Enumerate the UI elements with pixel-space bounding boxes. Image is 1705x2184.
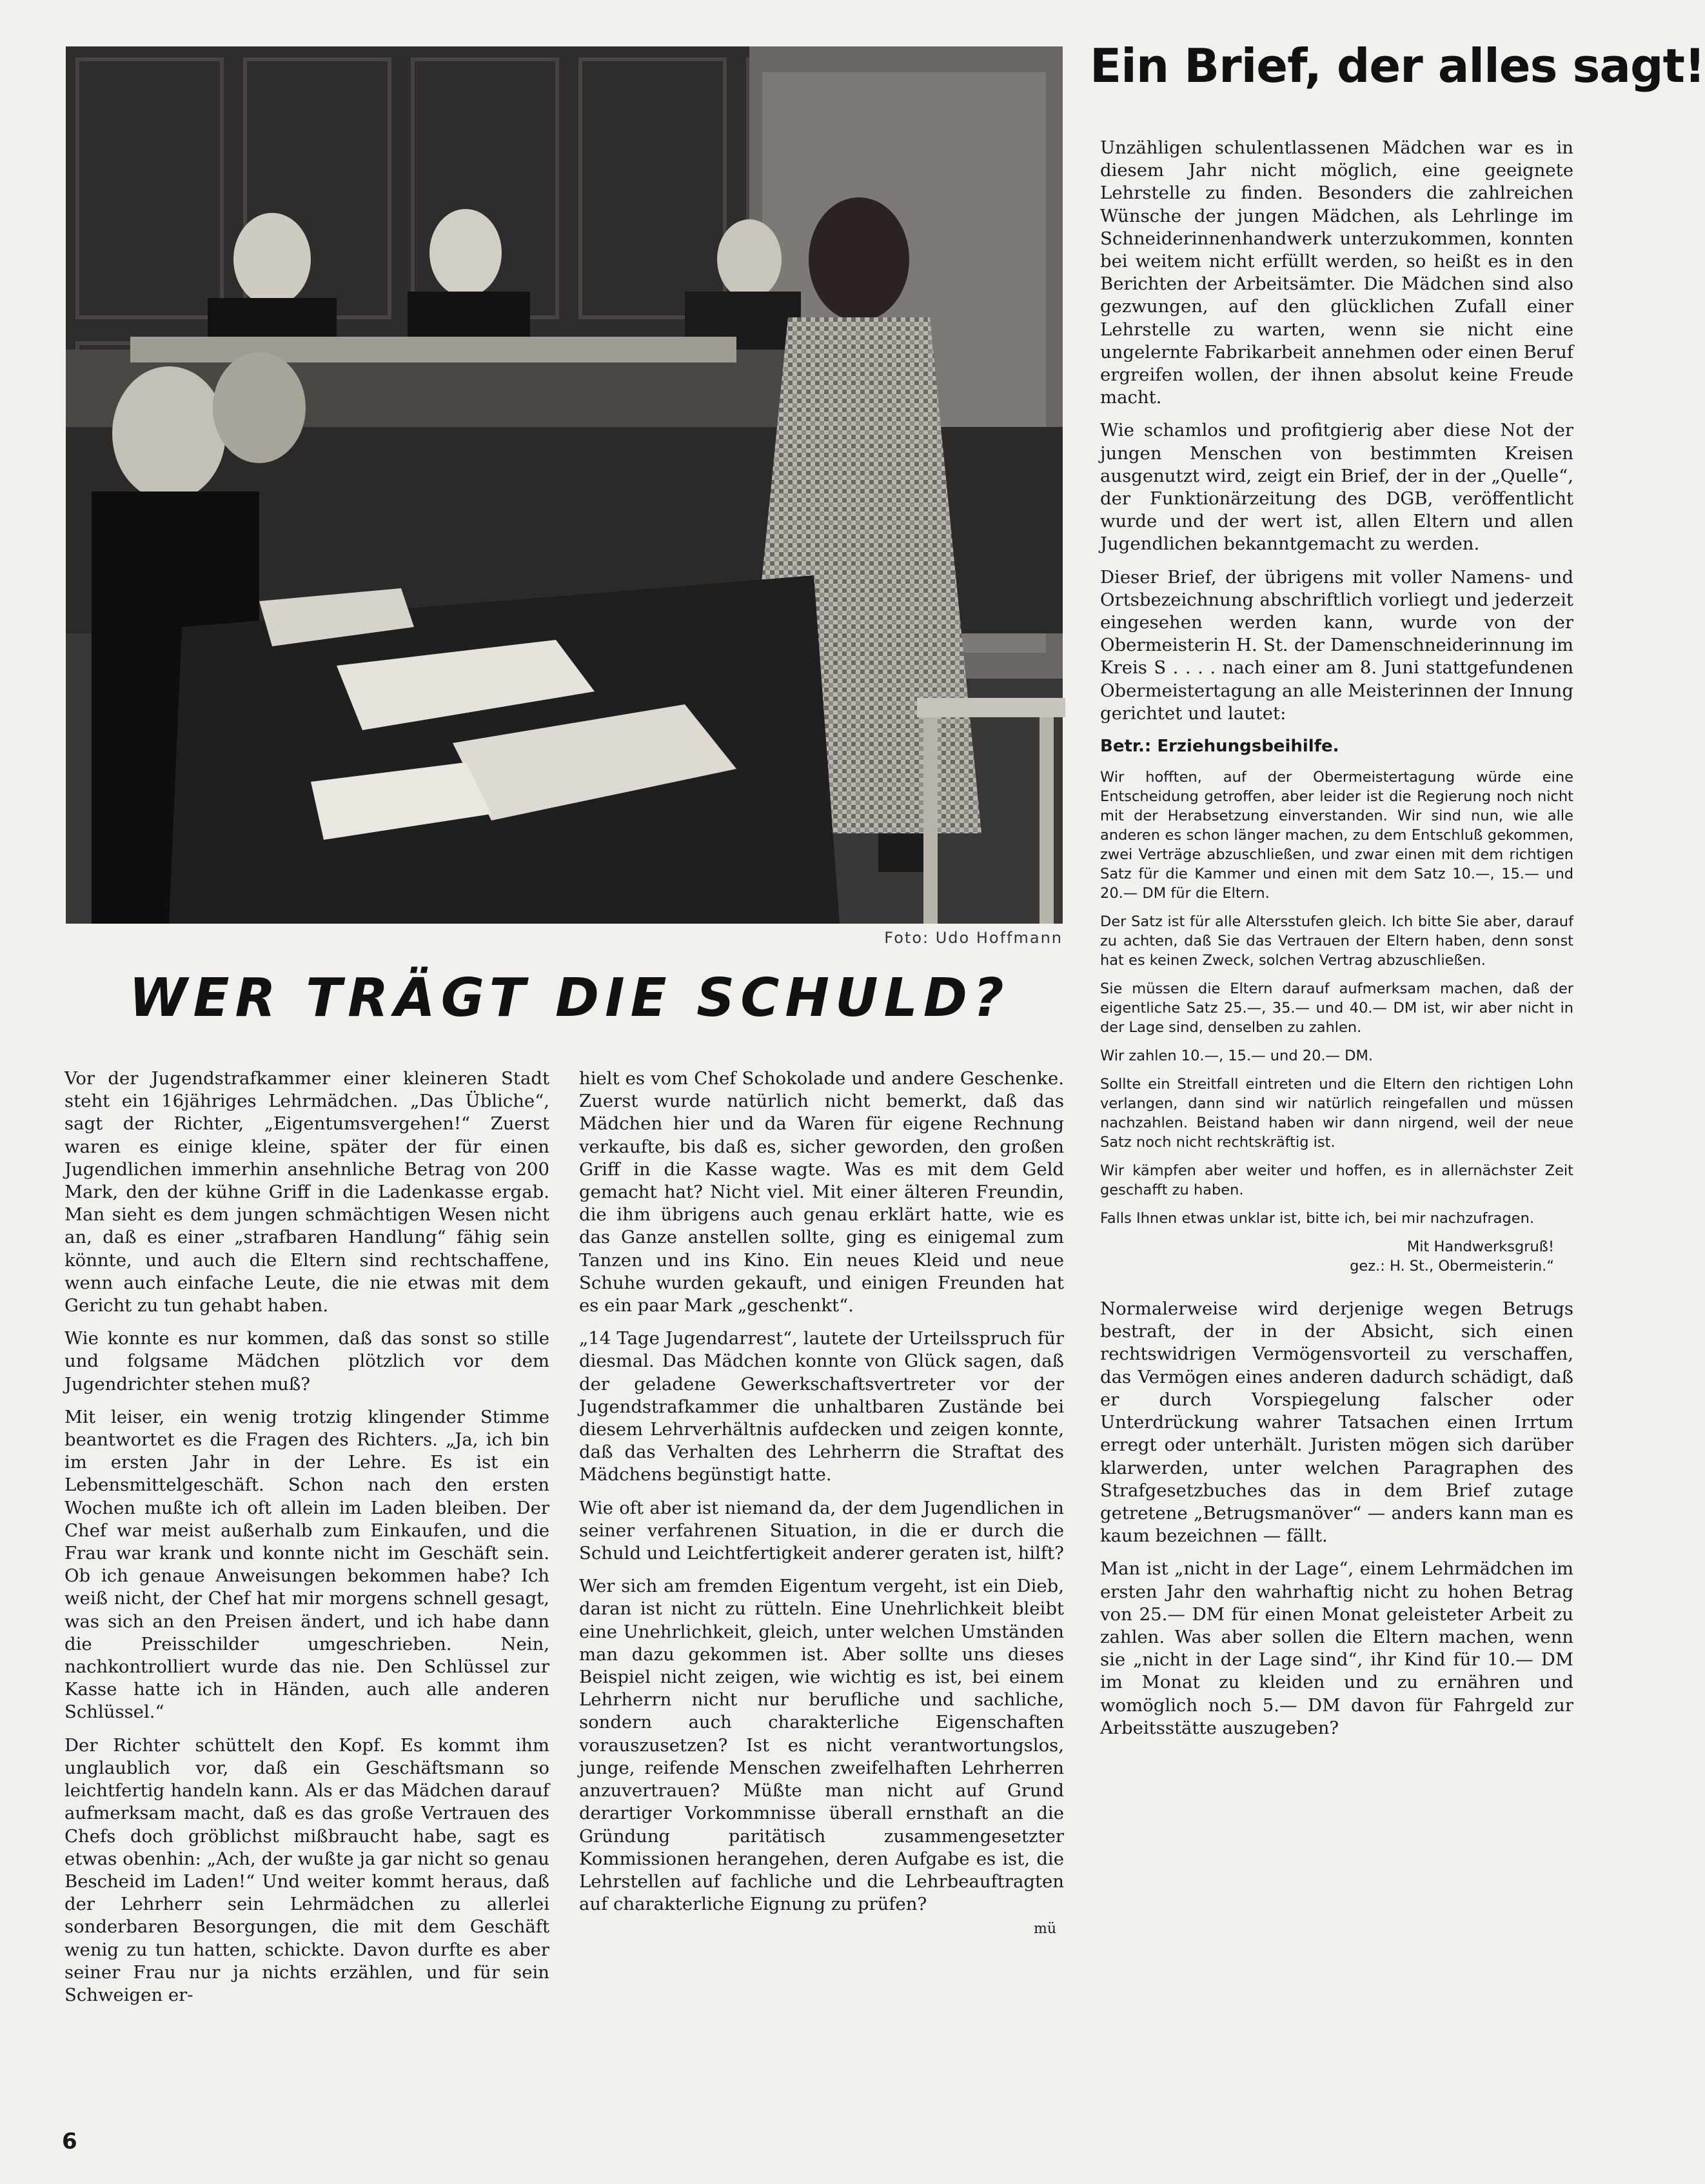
sidebar-paragraph: Wie schamlos und profitgierig aber diese Not der jungen Menschen von bestimmten Kreisen ausgenutzt wird, zeigt ein Brief, der in der „Quelle“, der Funktionärzeitung des DGB, veröffentlicht wurde und der wert ist, allen Eltern und allen Jugendlichen bekanntgemacht zu werden. bbox=[1100, 420, 1573, 555]
letter-paragraph: Sie müssen die Eltern darauf aufmerksam machen, daß der eigentliche Satz 25.—, 35.— und 40.— DM ist, wir aber nicht in der Lage sind, denselben zu zahlen. bbox=[1100, 980, 1573, 1037]
letter-paragraph: Wir zahlen 10.—, 15.— und 20.— DM. bbox=[1100, 1047, 1374, 1065]
courtroom-photo-drawing bbox=[66, 46, 1063, 924]
sidebar-paragraph: Normalerweise wird derjenige wegen Betrugs bestraft, der in der Absicht, sich einen rechtswidrigen Vermögensvorteil zu verschaffen, das Vermögen eines anderen dadurch schädigt, daß er durch Vorspiegelung falscher oder Unterdrückung wahrer Tatsachen einen Irrtum erregt oder unterhält. Juristen mögen sich darüber klarwerden, unter welchen Paragraphen des Strafgesetzbuches das in dem Brief zutage getretene „Betrugsmanöver“ — anders kann man es kaum bezeichnen — fällt. bbox=[1100, 1298, 1573, 1547]
sidebar-paragraph: Man ist „nicht in der Lage“, einem Lehrmädchen im ersten Jahr den wahrhaftig nicht zu hohen Betrag von 25.— DM für einen Monat geleisteter Arbeit zu zahlen. Was aber sollen die Eltern machen, wenn sie „nicht in der Lage sind“, ihr Kind für 10.— DM im Monat zu kleiden und zu ernähren und womöglich noch 5.— DM davon für Fahrgeld zur Arbeitsstätte auszugeben? bbox=[1100, 1558, 1573, 1738]
sidebar-title: Ein Brief, der alles sagt! bbox=[1090, 39, 1705, 93]
page-number: 6 bbox=[62, 2129, 77, 2154]
letter-subject: Betr.: Erziehungsbeihilfe. bbox=[1100, 737, 1339, 757]
letter-paragraph: Falls Ihnen etwas unklar ist, bitte ich, bei mir nachzufragen. bbox=[1100, 1210, 1534, 1227]
letter-paragraph: Wir kämpfen aber weiter und hoffen, es in allernächster Zeit geschafft zu haben. bbox=[1100, 1162, 1573, 1199]
courtroom-photo bbox=[66, 46, 1063, 924]
article-paragraph: Wer sich am fremden Eigentum vergeht, ist ein Dieb, daran ist nicht zu rütteln. Eine Unehrlichkeit bleibt eine Unehrlichkeit, gleich, unter welchen Umständen man dazu gekommen ist. Aber sollte uns dieses Beispiel nicht zeigen, wie wichtig es ist, bei einem Lehrherrn nicht nur berufliche und sachliche, sondern auch charakterliche Eigenschaften vorauszusetzen? Ist es nicht verantwortungslos, junge, reifende Menschen zweifelhaften Lehrherren anzuvertrauen? Müßte man nicht auf Grund derartiger Vorkommnisse überall ernsthaft an die Gründung paritätisch zusammengesetzter Kommissionen herangehen, deren Aufgabe es ist, die Lehrstellen auf fachliche und die Lehrbeauftragten auf charakterliche Eignung zu prüfen? bbox=[579, 1576, 1064, 1915]
letter-greeting: Mit Handwerksgruß! bbox=[1406, 1238, 1554, 1256]
author-initials: mü bbox=[1033, 1921, 1056, 1938]
sidebar-column bbox=[1100, 137, 1573, 1750]
article-paragraph: Wie konnte es nur kommen, daß das sonst so stille und folgsame Mädchen plötzlich vor dem Jugendrichter stehen muß? bbox=[64, 1328, 549, 1395]
article-column-2 bbox=[579, 1067, 1064, 1937]
photo-credit: Foto: Udo Hoffmann bbox=[884, 929, 1063, 947]
article-paragraph: „14 Tage Jugendarrest“, lautete der Urteilsspruch für diesmal. Das Mädchen konnte von Glück sagen, daß der geladene Gewerkschaftsvertreter vor der Jugendstrafkammer die unhaltbaren Zustände bei diesem Lehrverhältnis aufdecken und zeigen konnte, daß das Verhalten des Lehrherrn die Straftat des Mädchens begünstigt hatte. bbox=[579, 1328, 1064, 1485]
article-paragraph: Mit leiser, ein wenig trotzig klingender Stimme beantwortet es die Fragen des Richters. „Ja, ich bin im ersten Jahr in der Lehre. Es ist ein Lebensmittelgeschäft. Schon nach den ersten Wochen mußte ich oft allein im Laden bleiben. Der Chef war meist außerhalb zum Einkaufen, und die Frau war krank und konnte nicht im Geschäft sein. Ob ich genaue Anweisungen bekommen habe? Ich weiß nicht, der Chef hat mir morgens schnell gesagt, was sich an den Preisen ändert, und ich habe dann die Preisschilder umgeschrieben. Nein, nachkontrolliert wurde das nie. Den Schlüssel zur Kasse hatte ich in Händen, auch alle anderen Schlüssel.“ bbox=[64, 1406, 549, 1723]
letter-paragraph: Wir hofften, auf der Obermeistertagung würde eine Entscheidung getroffen, aber leider ist die Regierung noch nicht mit der Herabsetzung einverstanden. Wir sind nun, wie alle anderen es schon länger machen, zu dem Entschluß gekommen, zwei Verträge abzuschließen, und zwar einen mit dem richtigen Satz für die Kammer und einen mit dem Satz 10.—, 15.— und 20.— DM für die Eltern. bbox=[1100, 769, 1573, 902]
letter-signature: gez.: H. St., Obermeisterin.“ bbox=[1350, 1258, 1554, 1275]
article-column-1 bbox=[64, 1067, 549, 2017]
article-paragraph: hielt es vom Chef Schokolade und andere Geschenke. Zuerst wurde natürlich nicht bemerkt, daß das Mädchen hier und da Waren für eigene Rechnung verkaufte, bis daß es, sicher geworden, den großen Griff in die Kasse wagte. Was es mit dem Geld gemacht hat? Nicht viel. Mit einer älteren Freundin, die ihm übrigens auch genau erklärt hatte, wie es das Ganze anstellen sollte, ging es einigemal zum Tanzen und ins Kino. Ein neues Kleid und neue Schuhe wurden gekauft, und einigen Freunden hat es ein paar Mark „geschenkt“. bbox=[579, 1068, 1064, 1316]
sidebar-paragraph: Unzähligen schulentlassenen Mädchen war es in diesem Jahr nicht möglich, eine geeignete Lehrstelle zu finden. Besonders die zahlreichen Wünsche der jungen Mädchen, als Lehrlinge im Schneiderinnenhandwerk unterzukommen, konnten bei weitem nicht erfüllt werden, so heißt es in den Berichten der Arbeitsämter. Die Mädchen sind also gezwungen, auf den glücklichen Zufall einer Lehrstelle zu warten, wenn sie nicht eine ungelernte Fabrikarbeit annehmen oder einen Beruf ergreifen wollen, der ihnen absolut keine Freude macht. bbox=[1100, 137, 1573, 408]
article-paragraph: Der Richter schüttelt den Kopf. Es kommt ihm unglaublich vor, daß ein Geschäftsmann so leichtfertig handeln kann. Als er das Mädchen darauf aufmerksam macht, daß es das große Vertrauen des Chefs doch gröblichst mißbraucht habe, sagt es etwas obenhin: „Ach, der wußte ja gar nicht so genau Bescheid im Laden!“ Und weiter kommt heraus, daß der Lehrherr sein Lehrmädchen zu allerlei sonderbaren Besorgungen, die mit dem Geschäft wenig zu tun hatten, schickte. Davon durfte es aber seiner Frau nur ja nichts erzählen, und für sein Schweigen er- bbox=[64, 1734, 549, 2005]
letter-paragraph: Sollte ein Streitfall eintreten und die Eltern den richtigen Lohn verlangen, dann sind wir natürlich reingefallen und müssen nachzahlen. Beistand haben wir dann nirgend, weil der neue Satz noch nicht rechtskräftig ist. bbox=[1100, 1076, 1573, 1151]
quoted-letter bbox=[1100, 737, 1573, 1276]
article-paragraph: Vor der Jugendstrafkammer einer kleineren Stadt steht ein 16jähriges Lehrmädchen. „Das Übliche“, sagt der Richter, „Eigentumsvergehen!“ Zuerst waren es einige kleine, später der für einen Jugendlichen immerhin ansehnliche Betrag von 200 Mark, den der kühne Griff in die Ladenkasse ergab. Man sieht es dem jungen schmächtigen Wesen nicht an, daß es einer „strafbaren Handlung“ fähig sein könnte, und auch die Eltern sind rechtschaffene, wenn auch einfache Leute, die nie etwas mit dem Gericht zu tun gehabt haben. bbox=[64, 1068, 549, 1316]
letter-paragraph: Der Satz ist für alle Altersstufen gleich. Ich bitte Sie aber, darauf zu achten, daß Sie das Vertrauen der Eltern haben, denn sonst hat es keinen Zweck, solchen Vertrag abzuschließen. bbox=[1100, 913, 1573, 969]
article-paragraph: Wie oft aber ist niemand da, der dem Jugendlichen in seiner verfahrenen Situation, in die er durch die Schuld und Leichtfertigkeit anderer geraten ist, hilft? bbox=[579, 1497, 1064, 1564]
letter-signature-block bbox=[1100, 1237, 1573, 1276]
sidebar-paragraph: Dieser Brief, der übrigens mit voller Namens- und Ortsbezeichnung abschriftlich vorliegt und jederzeit eingesehen werden kann, wurde von der Obermeisterin H. St. der Damenschneiderinnung im Kreis S . . . . nach einer am 8. Juni stattgefundenen Obermeistertagung an alle Meisterinnen der Innung gerichtet und lautet: bbox=[1100, 566, 1573, 724]
article-title: WER TRÄGT DIE SCHULD? bbox=[129, 968, 1010, 1029]
